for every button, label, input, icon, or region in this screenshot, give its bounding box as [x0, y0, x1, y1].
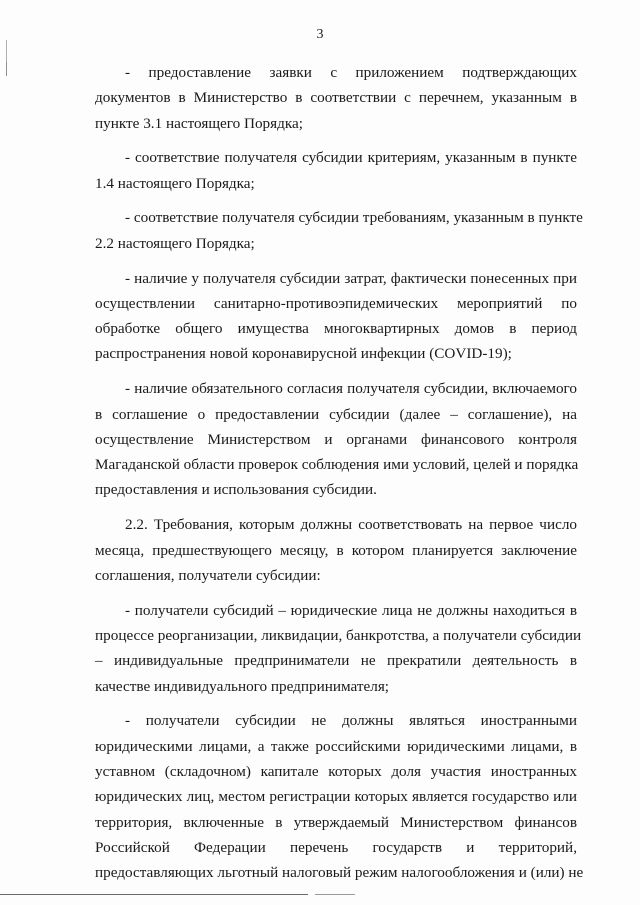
paragraph	[95, 708, 584, 885]
text-line: - предоставление заявки с приложением подтверждающих	[125, 64, 577, 81]
paragraph	[95, 512, 577, 588]
text-line: процессе реорганизации, ликвидации, банкротства, а получатели субсидии	[95, 626, 582, 644]
text-line: - наличие у получателя субсидии затрат, фактически понесенных при	[125, 269, 577, 287]
text-line: распространения новой коронавирусной инфекции (COVID-19);	[95, 345, 512, 363]
text-line: Магаданской области проверок соблюдения ими условий, целей и порядка	[95, 456, 579, 474]
text-line: обработке общего имущества многоквартирных домов в период	[95, 320, 577, 338]
text-line: месяца, предшествующего месяцу, в котором планируется заключение	[95, 541, 577, 559]
text-line: в соглашение о предоставлении субсидии (далее – соглашение), на	[95, 405, 577, 423]
paragraph	[95, 60, 577, 136]
paragraph	[95, 145, 577, 196]
text-line: Российской Федерации перечень государств и территорий,	[95, 838, 577, 856]
text-line: соглашения, получатели субсидии:	[95, 566, 321, 584]
text-line: 2.2 настоящего Порядка;	[95, 234, 255, 252]
text-line: уставном (складочном) капитале которых доля участия иностранных	[95, 762, 577, 780]
text-line: пункте 3.1 настоящего Порядка;	[95, 114, 303, 132]
text-line: предоставляющих льготный налоговый режим налогообложения и (или) не	[95, 864, 584, 882]
page-number: 3	[316, 27, 324, 42]
text-line: документов в Министерство в соответствии с перечнем, указанным в	[95, 89, 577, 107]
paragraph	[95, 205, 583, 256]
text-line: юридических лиц, местом регистрации которых является государство или	[95, 788, 577, 806]
scan-edge-mark	[6, 62, 7, 76]
paragraph	[95, 598, 582, 699]
scan-edge-mark	[6, 40, 7, 62]
paragraph	[95, 266, 577, 367]
document-body	[95, 60, 584, 895]
text-line: - наличие обязательного согласия получателя субсидии, включаемого	[125, 380, 577, 398]
text-line: 1.4 настоящего Порядка;	[95, 174, 255, 192]
paragraph	[95, 376, 577, 502]
text-line: предоставления и использования субсидии.	[95, 481, 377, 499]
text-line: 2.2. Требования, которым должны соответствовать на первое число	[125, 516, 577, 534]
text-line: - получатели субсидий – юридические лица не должны находиться в	[125, 601, 577, 619]
text-line: осуществлении санитарно-противоэпидемических мероприятий по	[95, 294, 577, 312]
text-line: - соответствие получателя субсидии критериям, указанным в пункте	[125, 149, 577, 167]
text-line: – индивидуальные предприниматели не прекратили деятельность в	[95, 652, 577, 670]
text-line: территория, включенные в утверждаемый Министерством финансов	[95, 813, 577, 831]
text-line: - получатели субсидии не должны являться иностранными	[125, 712, 577, 730]
text-line: качестве индивидуального предпринимателя;	[95, 677, 390, 695]
bottom-scan-line	[315, 894, 355, 895]
bottom-scan-line	[0, 894, 308, 895]
text-line: - соответствие получателя субсидии требованиям, указанным в пункте	[125, 209, 583, 227]
text-line: осуществление Министерством и органами финансового контроля	[95, 430, 577, 448]
text-line: юридическими лицами, а также российскими юридическими лицами, в	[95, 737, 577, 755]
